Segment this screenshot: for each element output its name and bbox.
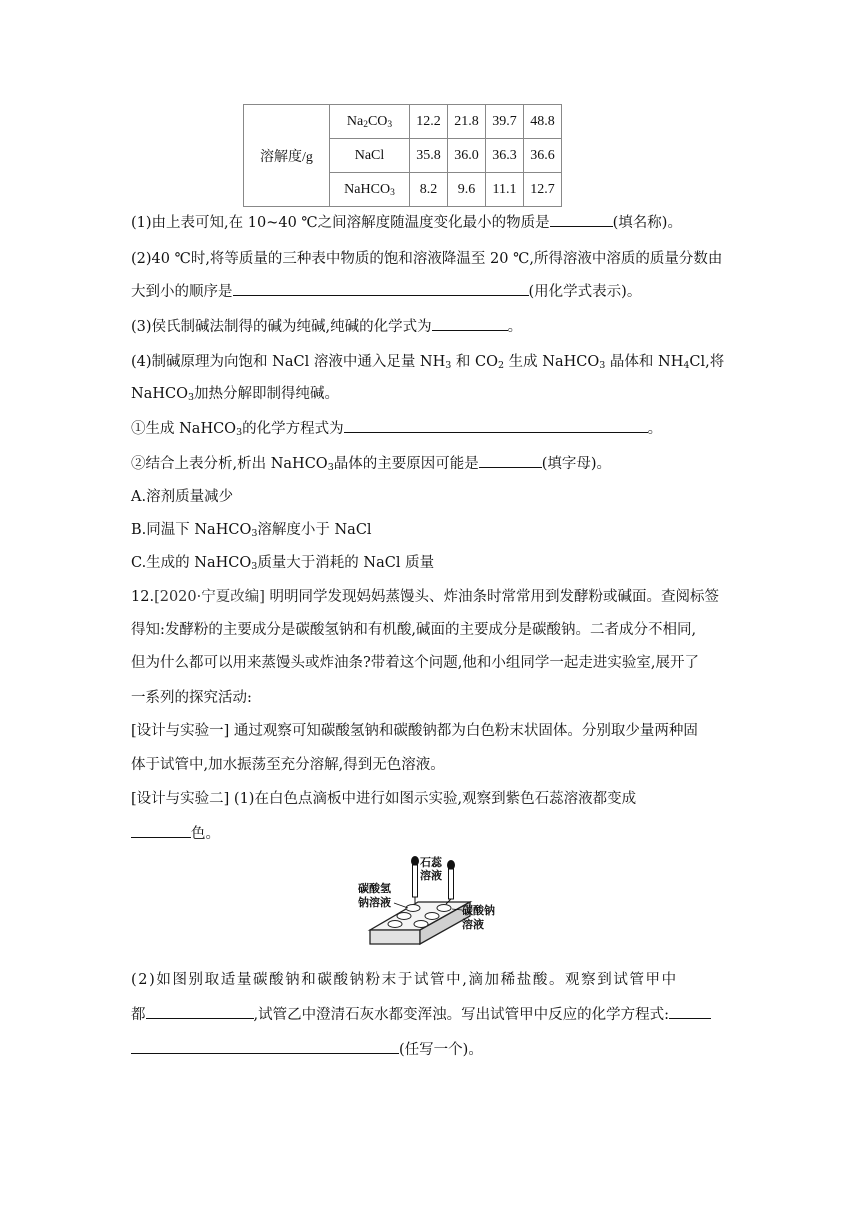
question-4-line-1: (4)制碱原理为向饱和 NaCl 溶液中通入足量 $NH_3$ 和 $CO_2$ 生成 NaHCO$_3$ 晶体和 $NH_4Cl$,将 bbox=[131, 354, 725, 371]
substance-name: $Na_2CO_3$ bbox=[330, 105, 410, 139]
table-cell: 9.6 bbox=[448, 173, 486, 207]
leader-line bbox=[394, 903, 408, 908]
experiment-2-line-1: [设计与实验二] (1)在白色点滴板中进行如图示实验,观察到紫色石蕊溶液都变成 bbox=[131, 791, 637, 807]
spot-well bbox=[406, 905, 420, 912]
part-2-line-3: (任写一个)。 bbox=[131, 1039, 483, 1060]
part-2-line-2: 都 ,试管乙中澄清石灰水都变浑浊。写出试管甲中反应的化学方程式: bbox=[131, 1004, 711, 1025]
question-4-sub-1: ①生成 NaHCO$_3$的化学方程式为 。 bbox=[131, 418, 662, 439]
answer-blank[interactable] bbox=[344, 418, 648, 433]
spot-well bbox=[437, 905, 451, 912]
experiment-1-line-1: [设计与实验一] 通过观察可知碳酸氢钠和碳酸钠都为白色粉末状固体。分别取少量两种固 bbox=[131, 723, 698, 739]
spot-plate-front bbox=[370, 930, 420, 944]
answer-blank[interactable] bbox=[669, 1004, 711, 1019]
label-carbonate-line-2: 溶液 bbox=[462, 918, 484, 931]
spot-well bbox=[397, 913, 411, 920]
answer-blank[interactable] bbox=[550, 212, 613, 227]
table-cell: 12.7 bbox=[524, 173, 562, 207]
substance-name: NaCl bbox=[330, 139, 410, 173]
question-2-line-2: 大到小的顺序是 (用化学式表示)。 bbox=[131, 281, 641, 302]
question-12-line-4: 一系列的探究活动: bbox=[131, 690, 252, 706]
solubility-table bbox=[243, 104, 562, 207]
table-cell: 21.8 bbox=[448, 105, 486, 139]
question-12-line-1: 12.[2020·宁夏改编] 明明同学发现妈妈蒸馒头、炸油条时常常用到发酵粉或碱面。查阅标签 bbox=[131, 589, 719, 605]
spot-well bbox=[388, 921, 402, 928]
dropper-right bbox=[446, 860, 455, 904]
answer-blank[interactable] bbox=[432, 316, 508, 331]
row-label-solubility: 溶解度/g bbox=[244, 105, 330, 207]
part-2-line-1: (2)如图别取适量碳酸钠和碳酸钠粉末于试管中,滴加稀盐酸。观察到试管甲中 bbox=[131, 972, 678, 988]
option-a: A.溶剂质量减少 bbox=[131, 489, 234, 505]
question-4-line-2: NaHCO$_3$加热分解即制得纯碱。 bbox=[131, 386, 340, 403]
spot-plate-figure bbox=[358, 852, 508, 957]
label-litmus-line-1: 石蕊 bbox=[420, 856, 442, 869]
question-2-line-1: (2)40 ℃时,将等质量的三种表中物质的饱和溶液降温至 20 ℃,所得溶液中溶质的质量分数由 bbox=[131, 251, 723, 267]
question-12-line-2: 得知:发酵粉的主要成分是碳酸氢钠和有机酸,碱面的主要成分是碳酸钠。二者成分不相同, bbox=[131, 622, 697, 638]
spot-well bbox=[425, 913, 439, 920]
label-bicarbonate-line-2: 钠溶液 bbox=[358, 896, 391, 909]
table-cell: 39.7 bbox=[486, 105, 524, 139]
label-litmus-line-2: 溶液 bbox=[420, 869, 442, 882]
label-carbonate-line-1: 碳酸钠 bbox=[462, 904, 495, 917]
answer-blank[interactable] bbox=[146, 1004, 254, 1019]
table-cell: 35.8 bbox=[410, 139, 448, 173]
dropper-left bbox=[411, 856, 419, 903]
table-cell: 36.0 bbox=[448, 139, 486, 173]
table-cell: 36.6 bbox=[524, 139, 562, 173]
answer-blank[interactable] bbox=[479, 453, 542, 468]
table-cell: 11.1 bbox=[486, 173, 524, 207]
experiment-2-line-2: 色。 bbox=[131, 823, 220, 844]
answer-blank[interactable] bbox=[131, 1039, 399, 1054]
table-cell: 48.8 bbox=[524, 105, 562, 139]
answer-blank[interactable] bbox=[131, 823, 191, 838]
question-12-line-3: 但为什么都可以用来蒸馒头或炸油条?带着这个问题,他和小组同学一起走进实验室,展开了 bbox=[131, 655, 699, 671]
table-cell: 8.2 bbox=[410, 173, 448, 207]
question-source: [2020·宁夏改编] bbox=[154, 589, 265, 605]
option-b: B.同温下 NaHCO$_3$溶解度小于 NaCl bbox=[131, 522, 372, 539]
question-4-sub-2: ②结合上表分析,析出 NaHCO$_3$晶体的主要原因可能是 (填字母)。 bbox=[131, 453, 611, 474]
substance-name: NaHCO$_3$ bbox=[330, 173, 410, 207]
table-cell: 12.2 bbox=[410, 105, 448, 139]
question-1: (1)由上表可知,在 10~40 ℃之间溶解度随温度变化最小的物质是 (填名称)。 bbox=[131, 212, 682, 233]
spot-well bbox=[414, 921, 428, 928]
table-row bbox=[244, 105, 562, 139]
answer-blank[interactable] bbox=[233, 281, 529, 296]
question-3: (3)侯氏制碱法制得的碱为纯碱,纯碱的化学式为 。 bbox=[131, 316, 522, 337]
experiment-1-line-2: 体于试管中,加水振荡至充分溶解,得到无色溶液。 bbox=[131, 757, 445, 773]
label-bicarbonate-line-1: 碳酸氢 bbox=[358, 882, 391, 895]
table-cell: 36.3 bbox=[486, 139, 524, 173]
option-c: C.生成的 NaHCO$_3$质量大于消耗的 NaCl 质量 bbox=[131, 555, 435, 572]
